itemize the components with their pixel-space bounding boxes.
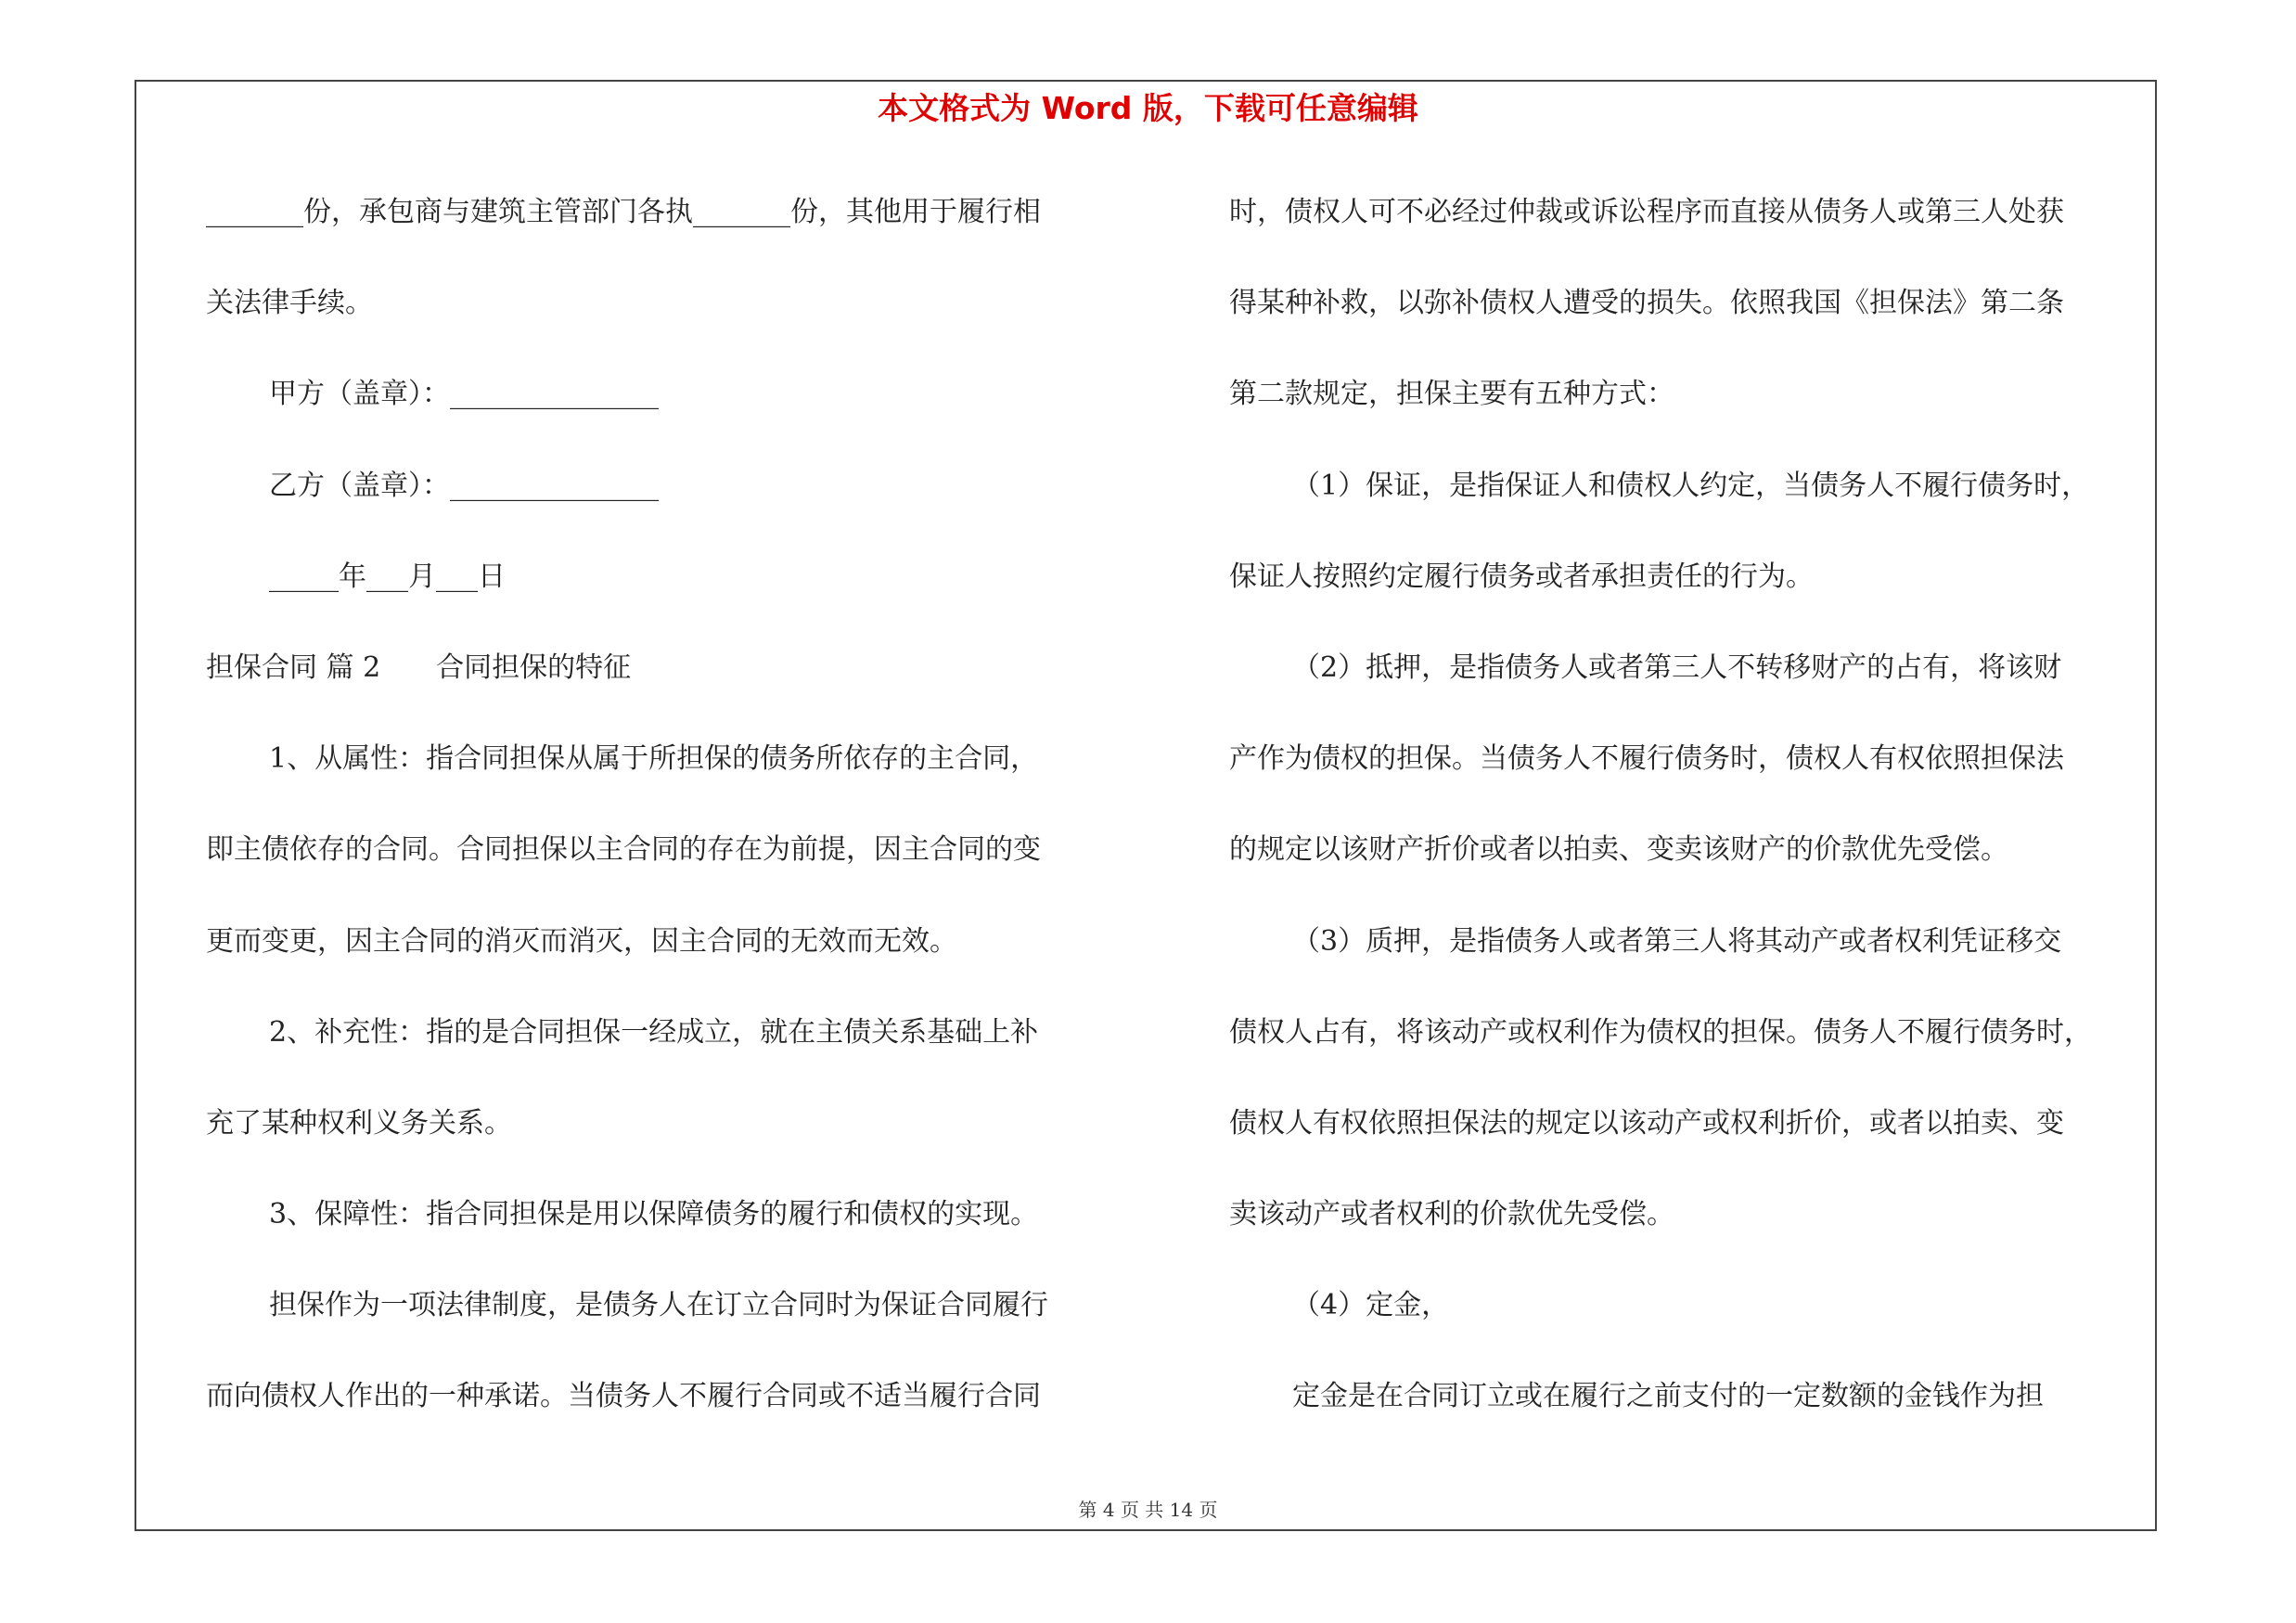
word-format-banner: 本文格式为 Word 版，下载可任意编辑 — [878, 90, 1418, 126]
text-line: （1）保证，是指保证人和债权人约定，当债务人不履行债务时， — [1292, 469, 2090, 502]
text-line: 产作为债权的担保。当债务人不履行债务时，债权人有权依照担保法 — [1229, 742, 2064, 776]
text-line: 卖该动产或者权利的价款优先受偿。 — [1229, 1198, 1674, 1231]
text-line: 定金是在合同订立或在履行之前支付的一定数额的金钱作为担 — [1292, 1380, 2044, 1413]
text-line: （3）质押，是指债务人或者第三人将其动产或者权利凭证移交 — [1292, 924, 2062, 958]
text-line: 乙方（盖章）：_______________ — [269, 469, 659, 502]
text-line: 充了某种权利义务关系。 — [206, 1106, 512, 1140]
text-line: 债权人有权依照担保法的规定以该动产或权利折价，或者以拍卖、变 — [1229, 1106, 2064, 1140]
text-line: 得某种补救，以弥补债权人遭受的损失。依照我国《担保法》第二条 — [1229, 287, 2064, 320]
text-line: 的规定以该财产折价或者以拍卖、变卖该财产的价款优先受偿。 — [1229, 833, 2008, 867]
text-line: 债权人占有，将该动产或权利作为债权的担保。债务人不履行债务时， — [1229, 1015, 2092, 1049]
right-column — [1229, 186, 2161, 1462]
text-line: 关法律手续。 — [206, 287, 373, 320]
text-line: 更而变更，因主合同的消灭而消灭，因主合同的无效而无效。 — [206, 924, 957, 958]
text-line: （2）抵押，是指债务人或者第三人不转移财产的占有，将该财 — [1292, 650, 2062, 684]
page-number: 第 4 页 共 14 页 — [1078, 1499, 1218, 1521]
text-line: 担保合同 篇 2 合同担保的特征 — [206, 650, 632, 684]
text-line: 时，债权人可不必经过仲裁或诉讼程序而直接从债务人或第三人处获 — [1229, 196, 2064, 228]
text-line: 而向债权人作出的一种承诺。当债务人不履行合同或不适当履行合同 — [206, 1380, 1041, 1413]
text-line: 1、从属性：指合同担保从属于所担保的债务所依存的主合同， — [269, 742, 1039, 776]
text-line: 担保作为一项法律制度，是债务人在订立合同时为保证合同履行 — [269, 1289, 1048, 1322]
text-line: _______份，承包商与建筑主管部门各执_______份，其他用于履行相 — [206, 196, 1041, 228]
text-line: 3、保障性：指合同担保是用以保障债务的履行和债权的实现。 — [269, 1198, 1039, 1231]
text-line: _____年___月___日 — [269, 560, 506, 593]
text-line: 第二款规定，担保主要有五种方式： — [1229, 378, 1674, 411]
text-line: 保证人按照约定履行债务或者承担责任的行为。 — [1229, 560, 1814, 593]
left-column — [206, 186, 1124, 1462]
text-line: 2、补充性：指的是合同担保一经成立，就在主债关系基础上补 — [269, 1015, 1039, 1049]
text-line: （4）定金， — [1292, 1289, 1450, 1322]
text-line: 即主债依存的合同。合同担保以主合同的存在为前提，因主合同的变 — [206, 833, 1041, 867]
text-line: 甲方（盖章）：_______________ — [269, 378, 659, 411]
